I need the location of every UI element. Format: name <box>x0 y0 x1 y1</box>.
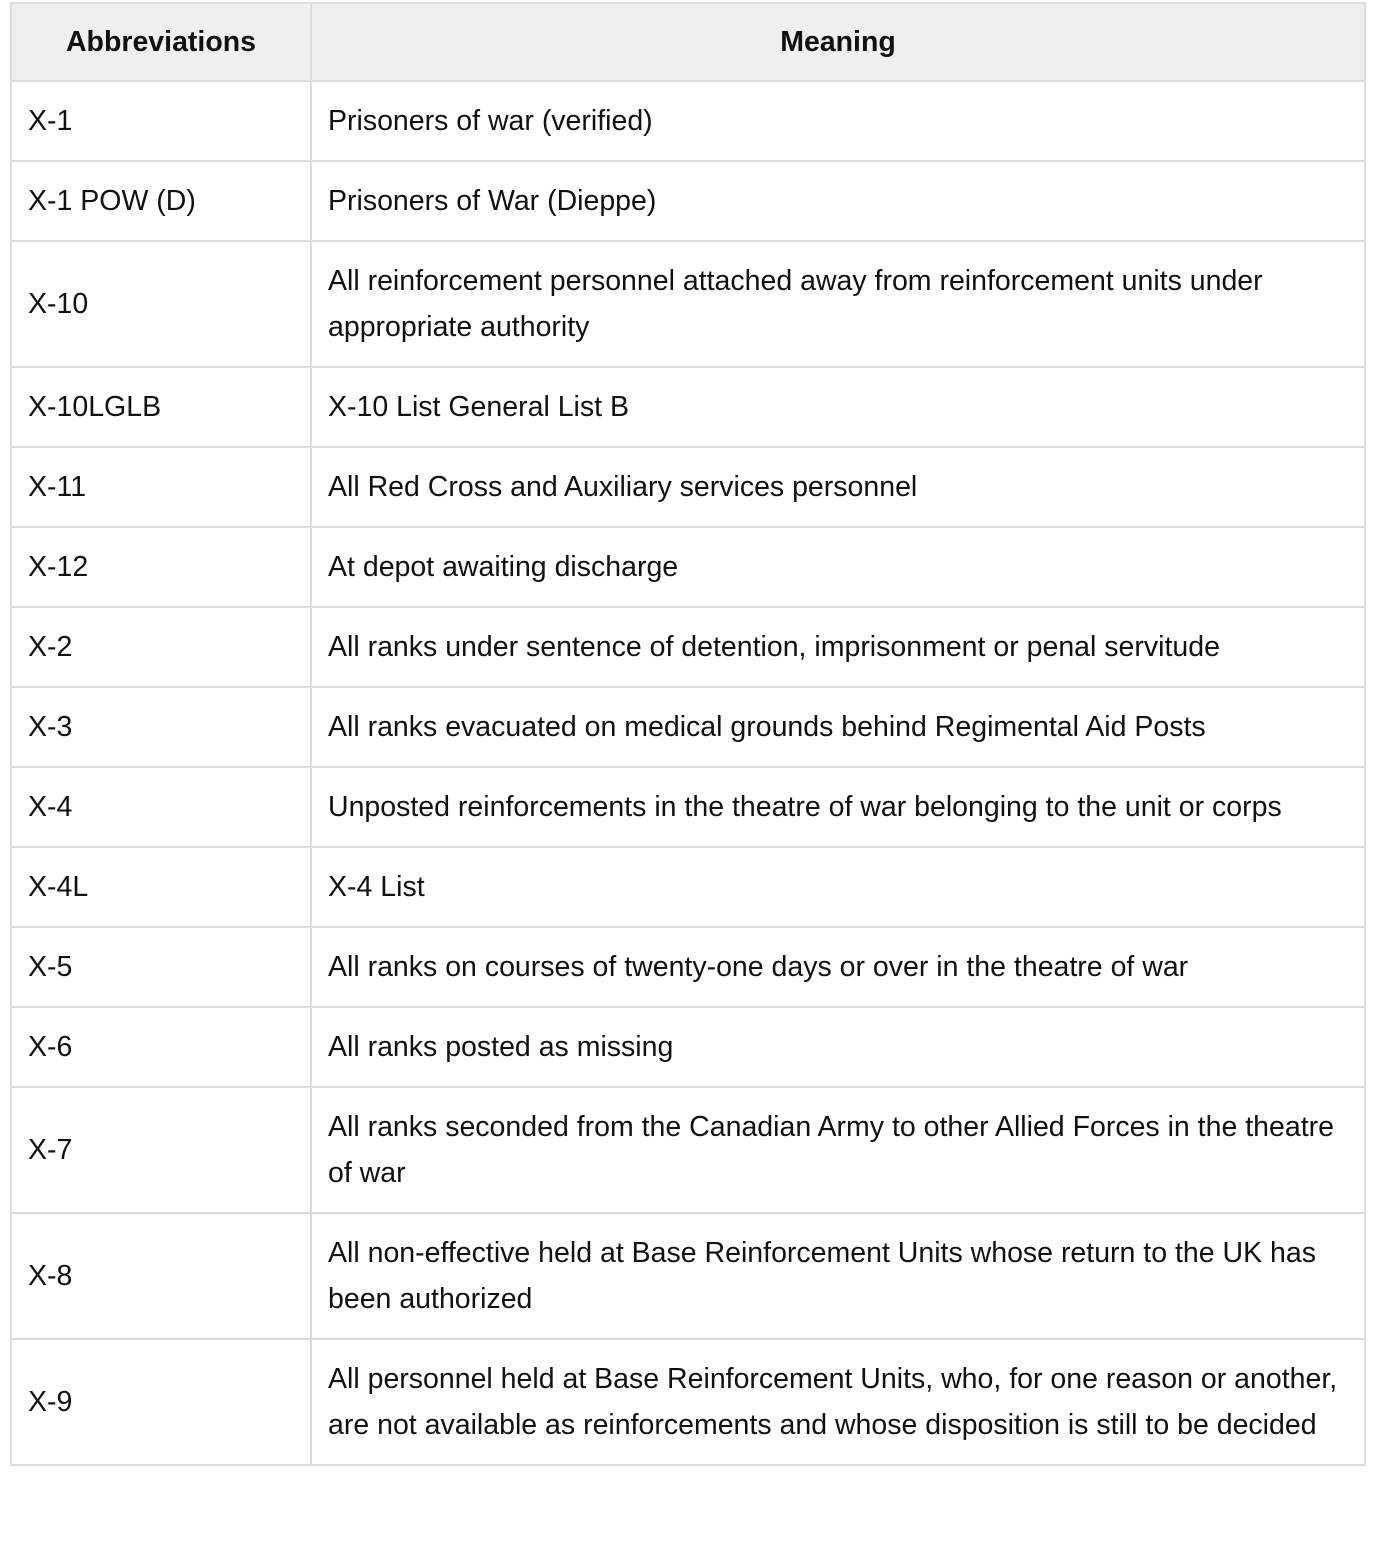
table-row <box>11 847 1365 927</box>
table-row <box>11 607 1365 687</box>
table-row <box>11 687 1365 767</box>
table-row <box>11 1339 1365 1465</box>
meaning-cell: All Red Cross and Auxiliary services personnel <box>311 447 1365 527</box>
meaning-cell: Unposted reinforcements in the theatre of war belonging to the unit or corps <box>311 767 1365 847</box>
table-row <box>11 1213 1365 1339</box>
abbreviations-table <box>10 2 1366 1466</box>
table-row <box>11 81 1365 161</box>
meaning-cell: All ranks evacuated on medical grounds behind Regimental Aid Posts <box>311 687 1365 767</box>
abbreviation-cell: X-7 <box>11 1087 311 1213</box>
table-row <box>11 367 1365 447</box>
abbreviation-cell: X-11 <box>11 447 311 527</box>
table-row <box>11 447 1365 527</box>
meaning-cell: All personnel held at Base Reinforcement Units, who, for one reason or another, are not available as reinforcements and whose disposition is still to be decided <box>311 1339 1365 1465</box>
abbreviation-cell: X-9 <box>11 1339 311 1465</box>
table-row <box>11 927 1365 1007</box>
abbreviation-cell: X-3 <box>11 687 311 767</box>
meaning-cell: All non-effective held at Base Reinforcement Units whose return to the UK has been authorized <box>311 1213 1365 1339</box>
abbreviation-cell: X-6 <box>11 1007 311 1087</box>
abbreviation-cell: X-1 <box>11 81 311 161</box>
header-row <box>11 3 1365 81</box>
table-row <box>11 1087 1365 1213</box>
abbreviation-cell: X-10 <box>11 241 311 367</box>
table-body <box>11 81 1365 1465</box>
meaning-cell: All ranks under sentence of detention, imprisonment or penal servitude <box>311 607 1365 687</box>
table-row <box>11 161 1365 241</box>
header-abbreviations: Abbreviations <box>11 3 311 81</box>
abbreviation-cell: X-8 <box>11 1213 311 1339</box>
abbreviation-cell: X-12 <box>11 527 311 607</box>
meaning-cell: Prisoners of War (Dieppe) <box>311 161 1365 241</box>
table-row <box>11 767 1365 847</box>
meaning-cell: X-4 List <box>311 847 1365 927</box>
meaning-cell: X-10 List General List B <box>311 367 1365 447</box>
table-row <box>11 527 1365 607</box>
meaning-cell: Prisoners of war (verified) <box>311 81 1365 161</box>
abbreviation-cell: X-4L <box>11 847 311 927</box>
meaning-cell: All ranks posted as missing <box>311 1007 1365 1087</box>
meaning-cell: All reinforcement personnel attached away from reinforcement units under appropriate authority <box>311 241 1365 367</box>
abbreviation-cell: X-5 <box>11 927 311 1007</box>
meaning-cell: All ranks seconded from the Canadian Army to other Allied Forces in the theatre of war <box>311 1087 1365 1213</box>
abbreviation-cell: X-10LGLB <box>11 367 311 447</box>
meaning-cell: At depot awaiting discharge <box>311 527 1365 607</box>
table-header <box>11 3 1365 81</box>
table-row <box>11 241 1365 367</box>
abbreviation-cell: X-1 POW (D) <box>11 161 311 241</box>
abbreviation-cell: X-4 <box>11 767 311 847</box>
meaning-cell: All ranks on courses of twenty-one days or over in the theatre of war <box>311 927 1365 1007</box>
header-meaning: Meaning <box>311 3 1365 81</box>
abbreviation-cell: X-2 <box>11 607 311 687</box>
table-row <box>11 1007 1365 1087</box>
